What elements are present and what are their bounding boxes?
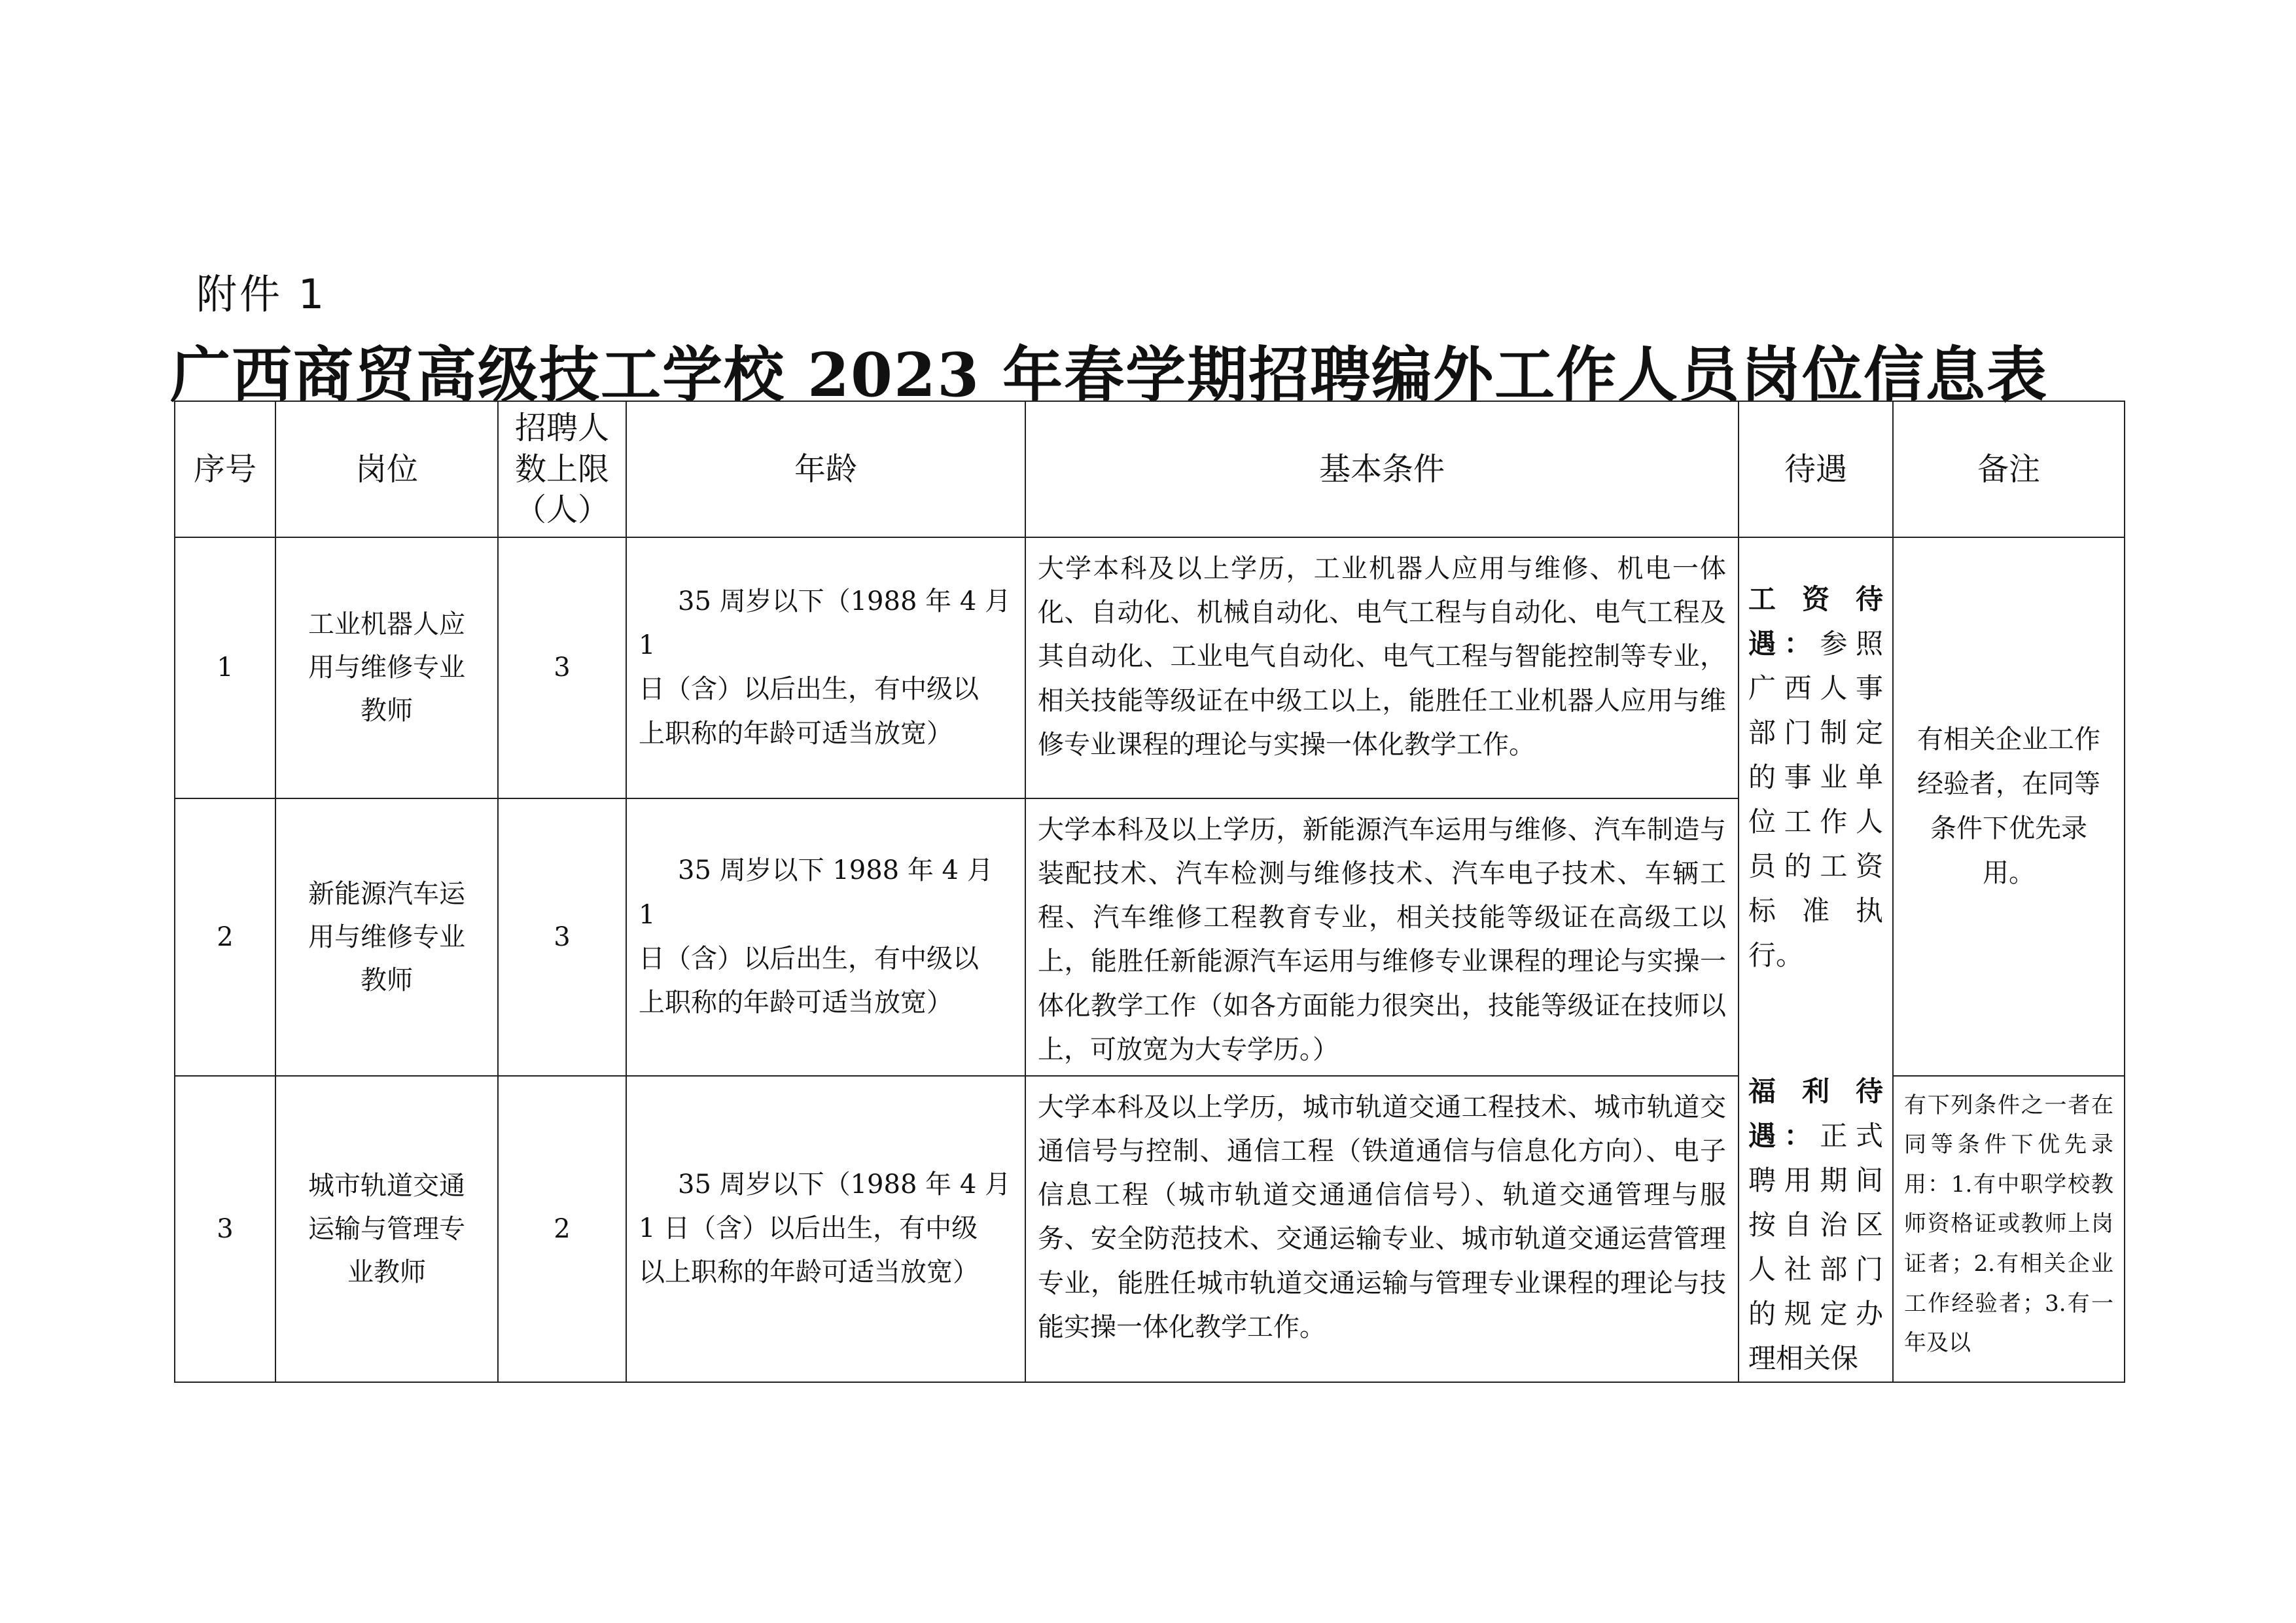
post-info-table [174,401,2125,1383]
remarks-rows-1-2: 有相关企业工作经验者，在同等条件下优先录用。 [1893,537,2125,1076]
row3-age [626,1076,1025,1382]
row3-post-line3: 业教师 [347,1257,426,1287]
row3-post-line1: 城市轨道交通 [308,1170,465,1201]
row2-conditions: 大学本科及以上学历，新能源汽车运用与维修、汽车制造与装配技术、汽车检测与维修技术、汽车电子技术、车辆工程、汽车维修工程教育专业，相关技能等级证在高级工以上，能胜任新能源汽车运用与维修专业课程的理论与实操一体化教学工作（如各方面能力很突出，技能等级证在技师以上，可放宽为大专学历。） [1025,798,1739,1076]
remarks-row-3: 有下列条件之一者在同等条件下优先录用：1.有中职学校教师资格证或教师上岗证者；2.有相关企业工作经验者；3.有一年及以 [1893,1076,2125,1382]
row3-conditions: 大学本科及以上学历，城市轨道交通工程技术、城市轨道交通信号与控制、通信工程（铁道通信与信息化方向）、电子信息工程（城市轨道交通通信信号）、轨道交通管理与服务、安全防范技术、交通运输专业、城市轨道交通运营管理专业，能胜任城市轨道交通运输与管理专业课程的理论与技能实操一体化教学工作。 [1025,1076,1739,1382]
row2-post-line3: 教师 [361,965,413,995]
row1-age-line3: 上职称的年龄可适当放宽） [639,718,953,749]
welfare-label: 福利待遇： [1748,1075,1883,1152]
row2-count: 3 [498,798,626,1076]
row1-conditions: 大学本科及以上学历，工业机器人应用与维修、机电一体化、自动化、机械自动化、电气工程与自动化、电气工程及其自动化、工业电气自动化、电气工程与智能控制等专业，相关技能等级证在中级工以上，能胜任工业机器人应用与维修专业课程的理论与实操一体化教学工作。 [1025,537,1739,798]
salary-label: 工资待遇： [1748,583,1883,660]
row3-count: 2 [498,1076,626,1382]
row2-post [275,798,498,1076]
header-count-line2: 数上限 [514,450,609,488]
row2-seq: 2 [175,798,275,1076]
header-count-line3: （人） [514,491,609,529]
header-remarks: 备注 [1893,401,2125,537]
header-conditions: 基本条件 [1025,401,1739,537]
table-header-row [175,401,2125,537]
salary-text: 参照广西人事部门制定的事业单位工作人员的工资标准执行。 [1748,628,1883,972]
row1-age-line2: 日（含）以后出生，有中级以 [639,674,979,705]
attachment-label: 附件 1 [196,270,327,318]
row3-seq: 3 [175,1076,275,1382]
row2-age [626,798,1025,1076]
row3-post [275,1076,498,1382]
header-seq: 序号 [175,401,275,537]
row1-post-line3: 教师 [361,696,413,726]
welfare-text: 正式聘用期间按自治区人社部门的规定办理相关保 [1748,1120,1883,1375]
header-post: 岗位 [275,401,498,537]
row2-age-line2: 日（含）以后出生，有中级以 [639,943,979,974]
header-count [498,401,626,537]
table-row [175,537,2125,798]
row3-age-line1: 35 周岁以下（1988 年 4 月 [678,1169,1012,1200]
page-title: 广西商贸高级技工学校 2023 年春学期招聘编外工作人员岗位信息表 [170,340,2049,410]
header-age: 年龄 [626,401,1025,537]
row1-count: 3 [498,537,626,798]
row1-seq: 1 [175,537,275,798]
row3-age-line3: 以上职称的年龄可适当放宽） [639,1257,979,1288]
row1-post-line2: 用与维修专业 [308,652,465,683]
row1-age [626,537,1025,798]
row1-post-line1: 工业机器人应 [308,609,465,640]
row2-age-line3: 上职称的年龄可适当放宽） [639,988,953,1018]
header-treatment: 待遇 [1739,401,1893,537]
header-count-line1: 招聘人 [514,410,609,447]
row3-post-line2: 运输与管理专 [308,1213,465,1244]
treatment-cell [1739,537,1893,1382]
row2-post-line2: 用与维修专业 [308,921,465,952]
row1-age-line1: 35 周岁以下（1988 年 4 月 1 [639,586,1012,661]
row3-age-line2: 1 日（含）以后出生，有中级 [639,1213,978,1244]
row2-post-line1: 新能源汽车运 [308,878,465,909]
row2-age-line1: 35 周岁以下 1988 年 4 月 1 [639,855,993,930]
row1-post [275,537,498,798]
